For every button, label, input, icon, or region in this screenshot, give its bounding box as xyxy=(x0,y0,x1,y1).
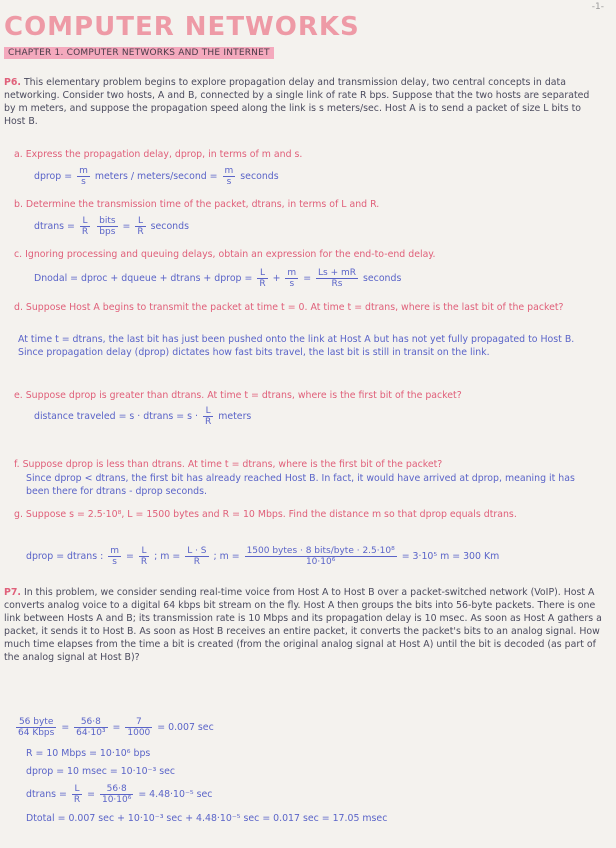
p7-dtrans-line xyxy=(26,784,212,805)
a-ans-pre: dprop = xyxy=(34,171,73,182)
p7-intro xyxy=(4,586,604,664)
s1-post: = 0.007 sec xyxy=(157,722,214,733)
e-ans-pre: distance traveled = s · dtrans = s · xyxy=(34,411,198,422)
g-frac-4: $\frac{\text{1500 bytes · 8 bits/byte · 2.5·10⁸}}{\text{10·10⁶}}$ xyxy=(246,546,395,567)
p6-g-question: g. Suppose s = 2.5·10⁸, L = 1500 bytes and R = 10 Mbps. Find the distance m so that dprop equals dtrans. xyxy=(14,509,517,520)
p6-f-answer: Since dprop < dtrans, the first bit has already reached Host B. In fact, it would have arrived at dprop, meaning it has been there for dtrans - dprop seconds. xyxy=(26,473,575,497)
p6-label: P6. xyxy=(4,77,21,88)
s1-frac-3: $\frac{7}{1000}$ xyxy=(127,717,151,738)
a-frac-1: $\frac{m}{s}$ xyxy=(79,166,88,187)
g-frac-1: $\frac{m}{s}$ xyxy=(110,546,120,567)
p6-f-question: f. Suppose dprop is less than dtrans. At time t = dtrans, where is the first bit of the packet? xyxy=(14,459,443,470)
e-frac: $\frac{L}{R}$ xyxy=(204,406,212,427)
c-eq: = xyxy=(303,273,312,284)
p7-intro-text: In this problem, we consider sending real-time voice from Host A to Host B over a packet-switched network (VoIP). Host A converts analog voice to a digital 64 kbps bit stream on the fly. Host A then groups the bits into 56-byte packets. There is one link between Hosts A and B; its transmission rate is 10 Mbps and its propagation delay is 10 msec. As soon as Host A gathers a packet, it sends it to Host B. As soon as Host B receives an entire packet, it converts the packet's bits to an analog signal. How much time elapses from the time a bit is created (from the original analog signal at Host A) until the bit is decoded (as part of the analog signal at Host B)? xyxy=(4,587,602,663)
p7-step-1 xyxy=(14,717,214,738)
p6-e-question: e. Suppose dprop is greater than dtrans. At time t = dtrans, where is the first bit of the packet? xyxy=(14,390,462,401)
c-post: seconds xyxy=(363,273,402,284)
e-post: meters xyxy=(218,411,252,422)
b-frac-3: $\frac{L}{R}$ xyxy=(137,216,144,237)
s1-eq2: = xyxy=(112,722,121,733)
s1-frac-2: $\frac{56\cdot 8}{\text{64·10³}}$ xyxy=(76,717,106,738)
a-ans-post: seconds xyxy=(240,171,279,182)
p6-c-answer xyxy=(34,268,401,289)
p6-b-answer xyxy=(34,216,189,237)
p6-c-question: c. Ignoring processing and queuing delays, obtain an expression for the end-to-end delay. xyxy=(14,249,436,260)
p6-intro-text: This elementary problem begins to explore propagation delay and transmission delay, two central concepts in data networking. Consider two hosts, A and B, connected by a single link of rate R bps. Suppose that the two hosts are separated by m meters, and suppose the propagation speed along the link is s meters/sec. Host A is to send a packet of size L bits to Host B. xyxy=(4,77,590,127)
page-number: -1- xyxy=(591,2,604,12)
p6-d-question: d. Suppose Host A begins to transmit the packet at time t = 0. At time t = dtrans, where is the last bit of the packet? xyxy=(14,302,564,313)
a-frac-2: $\frac{m}{s}$ xyxy=(224,166,234,187)
p6-intro xyxy=(4,76,602,128)
page-title: COMPUTER NETWORKS xyxy=(4,12,360,42)
p7-total-line: Dtotal = 0.007 sec + 10·10⁻³ sec + 4.48·10⁻⁵ sec = 0.017 sec = 17.05 msec xyxy=(26,813,388,824)
c-frac-1: $\frac{L}{R}$ xyxy=(259,268,266,289)
c-frac-3: $\frac{Ls + mR}{Rs}$ xyxy=(318,268,357,289)
p7-label: P7. xyxy=(4,587,21,598)
p6-a-question: a. Express the propagation delay, dprop, in terms of m and s. xyxy=(14,149,303,160)
g-frac-3: $\frac{L \cdot S}{R}$ xyxy=(187,546,207,567)
c-frac-2: $\frac{m}{s}$ xyxy=(287,268,297,289)
dt-eq: = xyxy=(87,789,95,800)
p7-dprop-line: dprop = 10 msec = 10·10⁻³ sec xyxy=(26,766,176,777)
p6-e-answer xyxy=(34,406,251,427)
b-frac-2: $\frac{\text{bits}}{\text{bps}}$ xyxy=(99,216,116,237)
p6-b-question: b. Determine the transmission time of the packet, dtrans, in terms of L and R. xyxy=(14,199,380,210)
b-post: seconds xyxy=(150,221,189,232)
a-ans-mid: meters / meters/second = xyxy=(94,171,218,182)
g-post: = 3·10⁵ m = 300 Km xyxy=(401,551,500,562)
p6-a-answer xyxy=(34,166,279,187)
p6-g-answer xyxy=(26,546,499,567)
dt-frac-1: $\frac{L}{R}$ xyxy=(73,784,81,805)
b-eq: = xyxy=(122,221,131,232)
g-m: ; m = xyxy=(213,551,240,562)
g-eq1: = xyxy=(126,551,134,562)
s1-eq: = xyxy=(61,722,70,733)
p7-rate-line: R = 10 Mbps = 10·10⁶ bps xyxy=(26,748,151,759)
s1-frac-1: $\frac{\text{56 byte}}{\text{64 Kbps}}$ xyxy=(18,717,55,738)
dt-post: = 4.48·10⁻⁵ sec xyxy=(138,789,213,800)
b-ans-pre: dtrans = xyxy=(34,221,75,232)
b-frac-1: $\frac{L}{R}$ xyxy=(81,216,89,237)
g-frac-2: $\frac{L}{R}$ xyxy=(140,546,148,567)
chapter-heading: CHAPTER 1. COMPUTER NETWORKS AND THE INTERNET xyxy=(4,47,274,59)
c-ans-pre: Dnodal = dproc + dqueue + dtrans + dprop = xyxy=(34,273,253,284)
p6-d-answer: At time t = dtrans, the last bit has just been pushed onto the link at Host A but has not yet fully propagated to Host B. Since propagation delay (dprop) dictates how fast bits travel, the last bit is still in transit on the link. xyxy=(18,334,575,358)
dt-pre: dtrans = xyxy=(26,789,67,800)
dt-frac-2: $\frac{56\cdot 8}{\text{10·10⁶}}$ xyxy=(101,784,132,805)
g-ans-pre: dprop = dtrans : xyxy=(26,551,104,562)
c-plus: + xyxy=(272,273,281,284)
g-mid: ; m = xyxy=(154,551,181,562)
